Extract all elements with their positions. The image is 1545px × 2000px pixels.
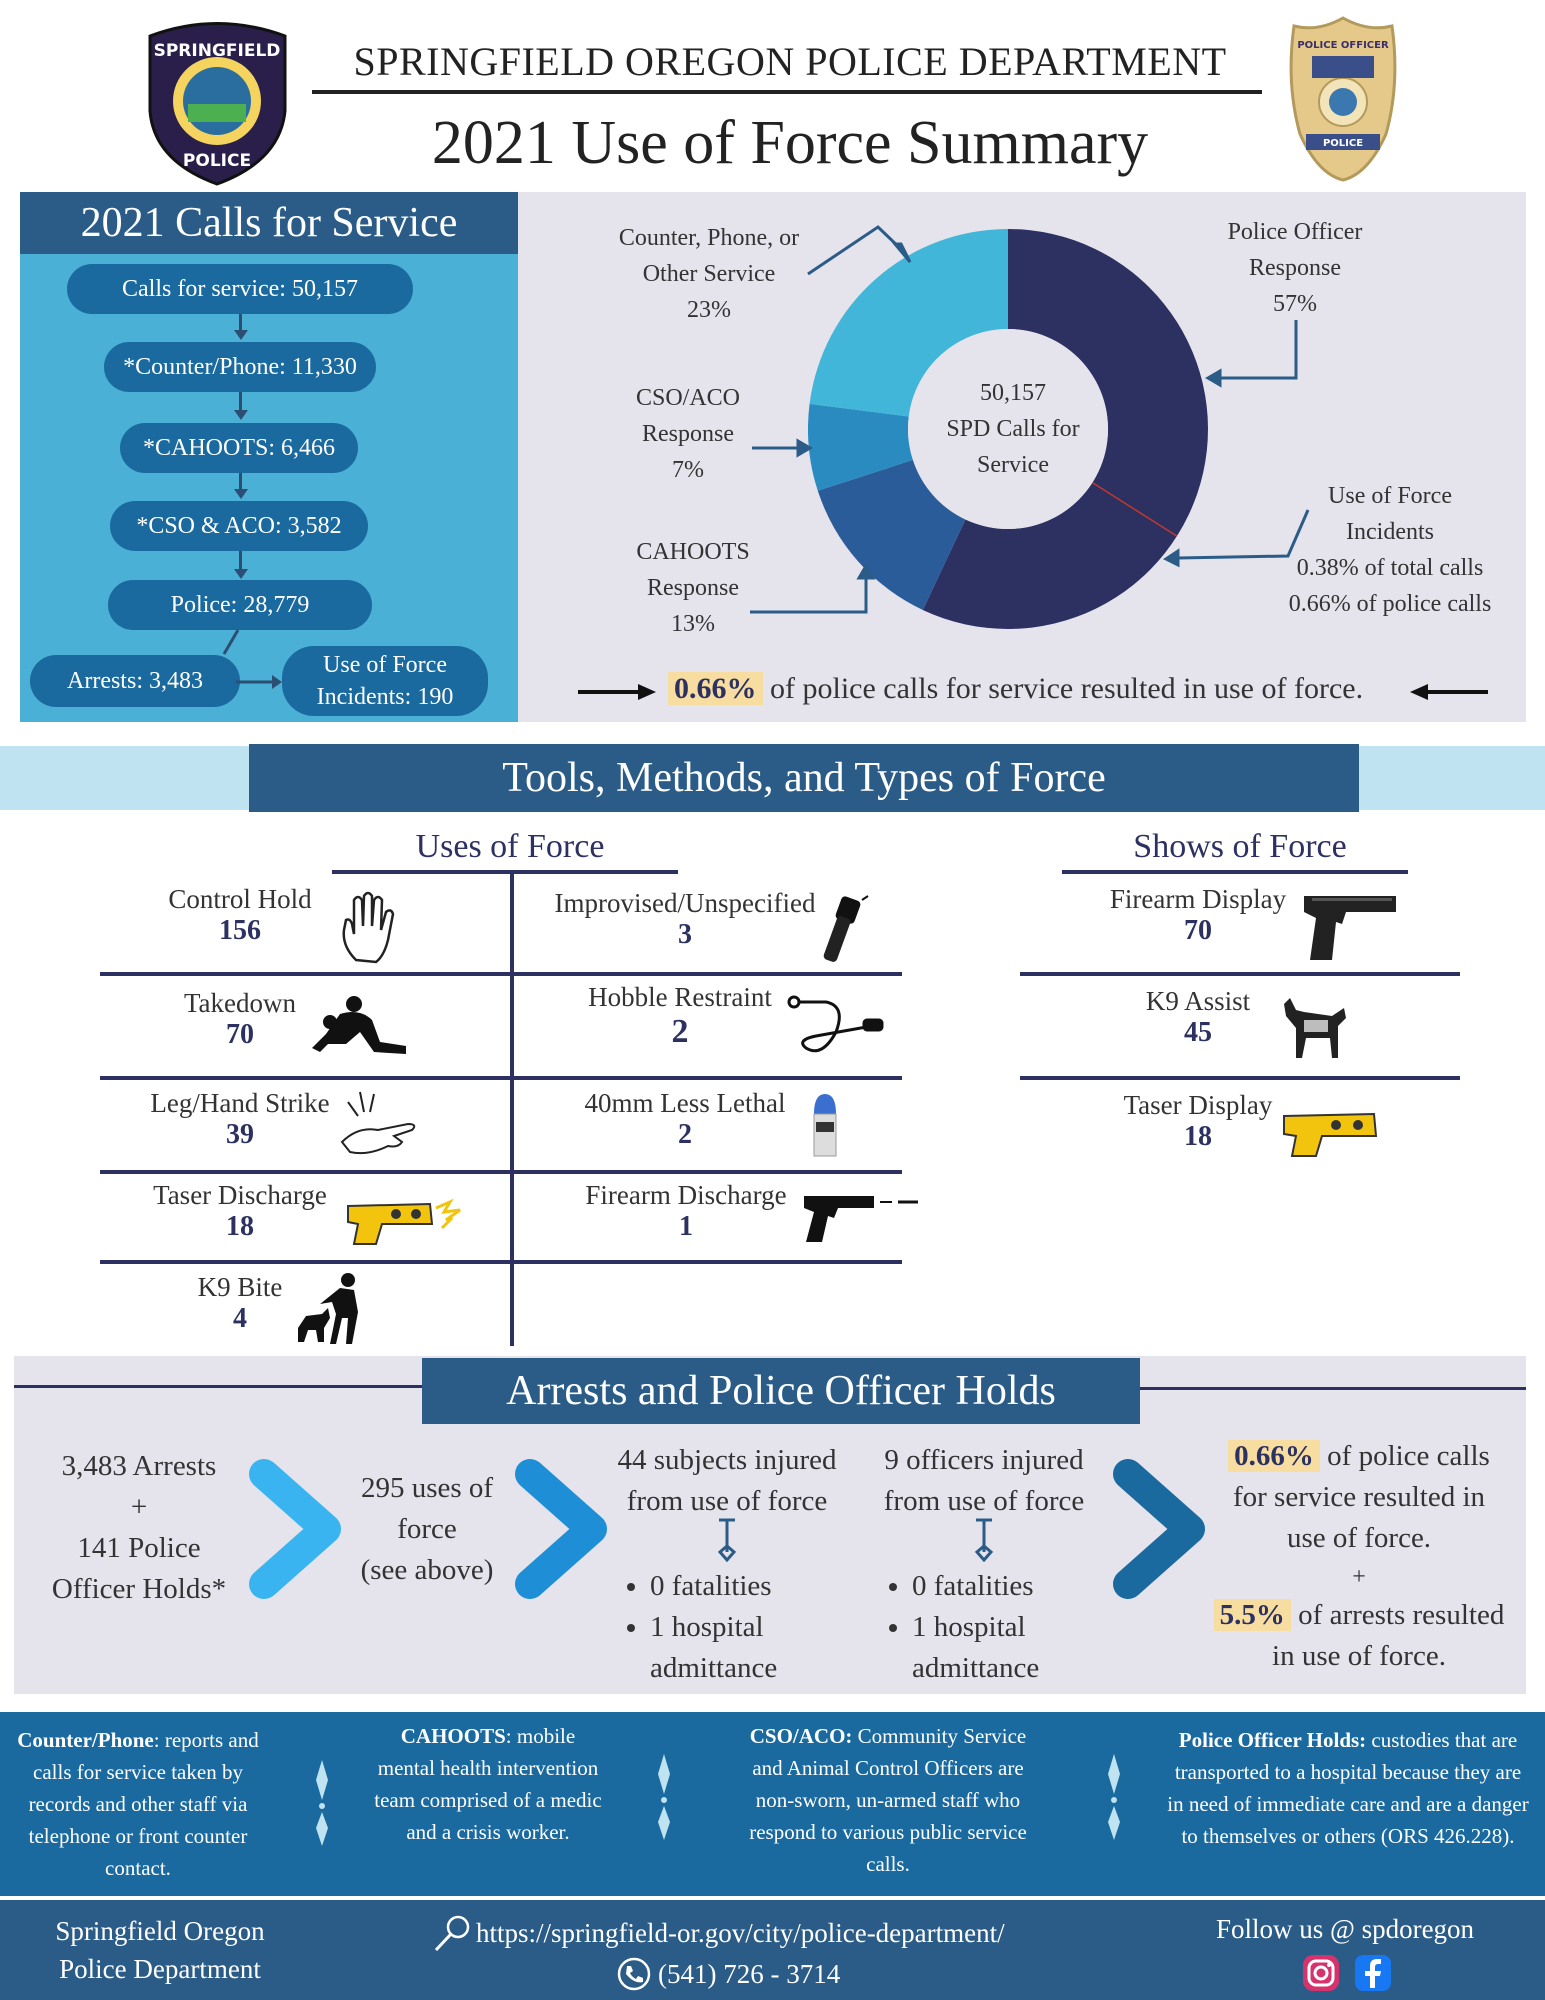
- facebook-icon[interactable]: [1352, 1952, 1394, 1994]
- search-icon: [432, 1914, 472, 1954]
- divider-diamond-icon: [312, 1758, 332, 1848]
- calls-step-cahoots: *CAHOOTS: 6,466: [120, 423, 358, 473]
- force-item-taser-display: Taser Display 18: [1123, 1090, 1273, 1152]
- force-item-taser-discharge: Taser Discharge 18: [153, 1180, 327, 1242]
- uses-of-force-heading: Uses of Force: [415, 828, 605, 865]
- calls-step-counter: *Counter/Phone: 11,330: [104, 342, 376, 392]
- chevron-right-icon: [512, 1456, 612, 1602]
- label-counter-phone: Counter, Phone, or Other Service 23%: [618, 225, 800, 323]
- divider-diamond-icon: [1104, 1752, 1124, 1842]
- flow-arrow-icon: [234, 569, 248, 579]
- flow-connector: [239, 551, 242, 569]
- report-title: 2021 Use of Force Summary: [431, 109, 1149, 177]
- row-rule: [100, 1260, 902, 1264]
- arrests-title-rule-left: [14, 1385, 424, 1388]
- website-link[interactable]: https://springfield-or.gov/city/police-department/: [476, 1918, 1005, 1948]
- calls-step-cso: *CSO & ACO: 3,582: [110, 501, 368, 551]
- donut-leader-lines: [518, 192, 1526, 722]
- leash-icon: [786, 992, 886, 1062]
- gun-fire-icon: [800, 1190, 920, 1244]
- row-rule: [100, 1076, 902, 1080]
- footer-org-name: Springfield Oregon Police Department: [55, 1916, 265, 1984]
- arrests-col-uses: 295 uses of force (see above): [360, 1472, 494, 1586]
- flow-arrow-icon: [236, 670, 284, 694]
- arrests-pill: Arrests: 3,483: [30, 655, 240, 707]
- taser-icon: [1282, 1108, 1378, 1158]
- svg-text:POLICE: POLICE: [1322, 138, 1364, 149]
- k9-bite-icon: [296, 1272, 366, 1346]
- flow-arrow-icon: [234, 489, 248, 499]
- list-item: • 0 fatalities: [912, 1566, 1112, 1607]
- force-item-control-hold: Control Hold 156: [168, 884, 312, 946]
- force-item-firearm-discharge: Firearm Discharge 1: [585, 1180, 787, 1242]
- flashlight-icon: [820, 894, 870, 964]
- force-item-k9-assist: K9 Assist 45: [1145, 986, 1251, 1048]
- flow-connector: [239, 473, 242, 489]
- label-uof-incidents: Use of Force Incidents 0.38% of total calls 0.66% of police calls: [1288, 483, 1492, 617]
- header-divider: [312, 90, 1262, 94]
- uof-incidents-pill: [282, 646, 488, 716]
- label-police-officer: Police Officer Response 57%: [1227, 219, 1363, 317]
- force-item-improvised: Improvised/Unspecified 3: [554, 888, 816, 950]
- svg-text:POLICE OFFICER: POLICE OFFICER: [1297, 40, 1389, 51]
- definition-cso-aco: CSO/ACO: Community Service and Animal Control Officers are non-sworn, un-armed staff who respond to various public service calls.: [749, 1724, 1027, 1876]
- definition-officer-holds: Police Officer Holds: custodies that are transported to a hospital because they are in need of immediate care and are a danger to themselves or others (ORS 426.228).: [1167, 1728, 1529, 1848]
- officer-badge: [1288, 14, 1398, 184]
- force-item-strike: Leg/Hand Strike 39: [150, 1088, 330, 1150]
- subjects-injured-list: [650, 1566, 850, 1689]
- row-rule: [100, 972, 902, 976]
- list-item: • 1 hospital admittance: [912, 1607, 1112, 1689]
- uses-vertical-divider: [510, 870, 514, 1346]
- flow-arrow-icon: [234, 330, 248, 340]
- dog-icon: [1282, 992, 1348, 1062]
- takedown-icon: [310, 994, 410, 1058]
- department-name: SPRINGFIELD OREGON POLICE DEPARTMENT: [353, 39, 1227, 84]
- center-caption-2: Service: [977, 452, 1049, 478]
- force-item-hobble: Hobble Restraint 2: [588, 982, 772, 1050]
- uof-line-2: Incidents: 190: [316, 684, 454, 710]
- subjects-injured-head: 44 subjects injured from use of force: [617, 1444, 837, 1517]
- svg-text:POLICE: POLICE: [182, 151, 252, 171]
- row-rule: [1020, 972, 1460, 976]
- tools-title: Tools, Methods, and Types of Force: [249, 744, 1359, 812]
- calls-title: 2021 Calls for Service: [20, 192, 518, 254]
- force-item-k9-bite: K9 Bite 4: [197, 1272, 283, 1334]
- list-item: • 0 fatalities: [650, 1566, 850, 1607]
- row-rule: [100, 1170, 902, 1174]
- flow-arrow-icon: [234, 410, 248, 420]
- center-total: 50,157: [980, 380, 1046, 406]
- strike-icon: [338, 1090, 428, 1160]
- summary-highlight: 0.66%: [668, 672, 763, 705]
- calls-step-total: Calls for service: 50,157: [67, 264, 413, 314]
- phone-number[interactable]: (541) 726 - 3714: [658, 1959, 841, 1989]
- definition-cahoots: CAHOOTS: mobile mental health intervention team comprised of a medic and a crisis worker.: [374, 1724, 602, 1844]
- flow-connector-diagonal: [214, 628, 254, 658]
- outcome-calls-highlight: 0.66%: [1228, 1440, 1320, 1472]
- arrests-title: Arrests and Police Officer Holds: [422, 1358, 1140, 1424]
- pistol-icon: [1302, 890, 1398, 962]
- summary-statement: [668, 672, 1428, 706]
- flow-connector: [239, 392, 242, 410]
- instagram-icon[interactable]: [1300, 1952, 1342, 1994]
- arrests-outcome: 0.66% of police calls for service resulted in use of force. + 5.5% of arrests resulted in use of force.: [1192, 1436, 1526, 1677]
- summary-right-arrow: [1408, 680, 1490, 704]
- uses-heading-rule: [332, 870, 678, 874]
- round-icon: [810, 1090, 840, 1160]
- center-caption-1: SPD Calls for: [946, 416, 1080, 442]
- force-item-firearm-display: Firearm Display 70: [1109, 884, 1287, 946]
- department-logo: [140, 16, 295, 188]
- connector-icon: [972, 1518, 996, 1562]
- officers-injured-head: 9 officers injured from use of force: [883, 1444, 1085, 1517]
- arrests-title-rule-right: [1138, 1387, 1526, 1390]
- taser-icon: [346, 1198, 466, 1246]
- follow-us-text: Follow us @ spdoregon: [1215, 1914, 1475, 1944]
- definition-counter-phone: Counter/Phone: reports and calls for service taken by records and other staff via telephone or front counter contact.: [17, 1728, 259, 1880]
- connector-icon: [715, 1518, 739, 1562]
- shows-of-force-heading: Shows of Force: [1133, 828, 1347, 865]
- summary-text: of police calls for service resulted in use of force.: [770, 672, 1364, 705]
- uof-line-1: Use of Force: [323, 652, 447, 678]
- chevron-right-icon: [246, 1456, 346, 1602]
- list-item: • 1 hospital admittance: [650, 1607, 850, 1689]
- hand-icon: [336, 890, 406, 966]
- summary-left-arrow: [578, 680, 658, 704]
- outcome-arrests-highlight: 5.5%: [1214, 1599, 1291, 1631]
- officers-injured-list: [912, 1566, 1112, 1689]
- force-item-40mm: 40mm Less Lethal 2: [584, 1088, 786, 1150]
- calls-step-police: Police: 28,779: [108, 580, 372, 630]
- svg-text:SPRINGFIELD: SPRINGFIELD: [153, 41, 281, 61]
- label-cso-aco: CSO/ACO Response 7%: [635, 385, 741, 483]
- phone-icon: [616, 1956, 652, 1992]
- arrests-col-counts: 3,483 Arrests + 141 Police Officer Holds*: [51, 1450, 227, 1605]
- shows-heading-rule: [1062, 870, 1408, 874]
- flow-connector: [239, 314, 242, 330]
- force-item-takedown: Takedown 70: [183, 988, 297, 1050]
- row-rule: [1020, 1076, 1460, 1080]
- label-cahoots: CAHOOTS Response 13%: [636, 539, 750, 637]
- divider-diamond-icon: [654, 1752, 674, 1842]
